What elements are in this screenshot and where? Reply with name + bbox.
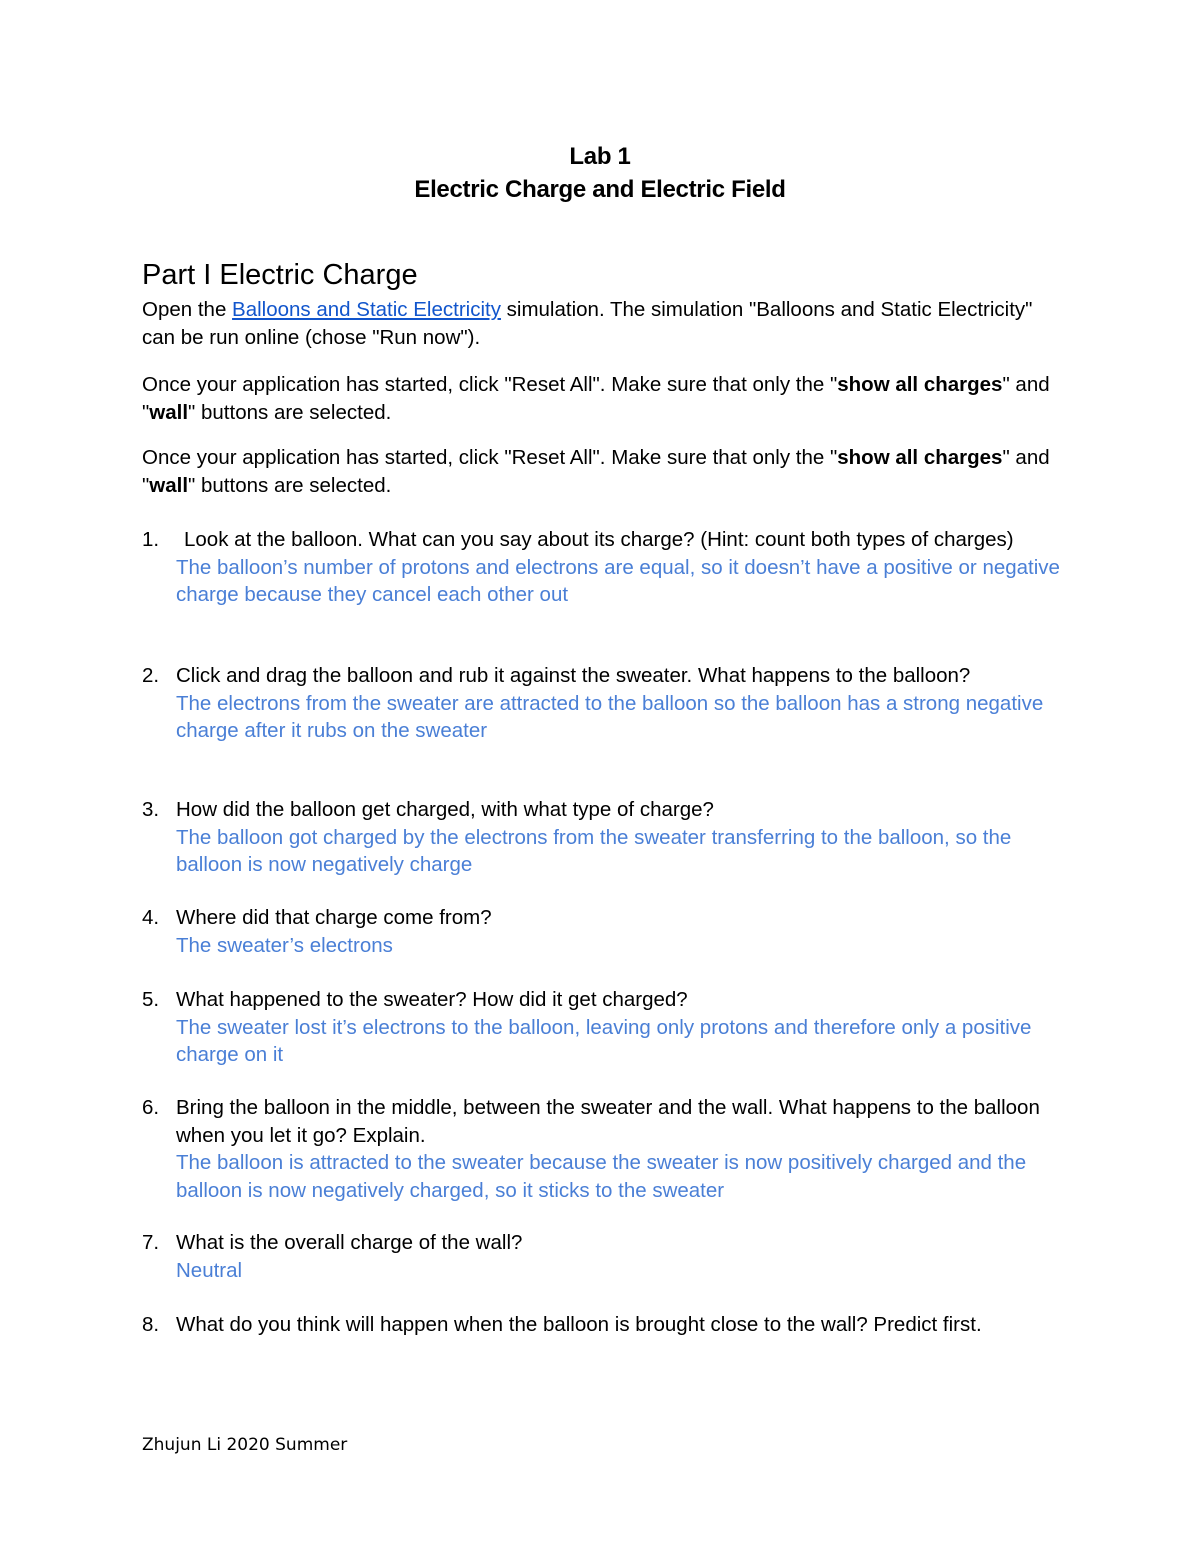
- intro-suffix: simulation. The simulation "Balloons and Static Electricity" can be run online (chose "Run now").: [142, 298, 1033, 349]
- question-text: What is the overall charge of the wall?: [176, 1231, 523, 1254]
- page-footer: Zhujun Li 2020 Summer: [142, 1435, 348, 1455]
- lab-title: Electric Charge and Electric Field: [414, 176, 786, 203]
- question-item-8: [142, 1311, 1062, 1339]
- question-text: Bring the balloon in the middle, between the sweater and the wall. What happens to the balloon when you let it go? Explain.: [176, 1096, 1040, 1147]
- instruction-text: " buttons are selected.: [188, 474, 392, 497]
- answer-text: The balloon’s number of protons and electrons are equal, so it doesn’t have a positive or negative charge because they cancel each other out: [176, 555, 1060, 606]
- question-number: 5.: [142, 988, 160, 1011]
- answer-text: The balloon got charged by the electrons from the sweater transferring to the balloon, so the balloon is now negatively charge: [176, 825, 1012, 876]
- question-text: Where did that charge come from?: [176, 906, 492, 929]
- answer-text: The electrons from the sweater are attracted to the balloon so the balloon has a strong negative charge after it rubs on the sweater: [176, 691, 1044, 742]
- question-item-6: [142, 1094, 1062, 1204]
- simulation-link[interactable]: Balloons and Static Electricity: [232, 298, 501, 321]
- question-number: 7.: [142, 1231, 160, 1254]
- question-item-2: [142, 662, 1062, 745]
- instruction-text: " and ": [142, 446, 1050, 497]
- intro-prefix: Open the: [142, 298, 233, 321]
- answer-text: The sweater’s electrons: [176, 933, 393, 957]
- question-text: What do you think will happen when the balloon is brought close to the wall? Predict first.: [176, 1313, 982, 1336]
- lab-number: Lab 1: [569, 143, 631, 170]
- instruction-text: Once your application has started, click "Reset All". Make sure that only the ": [142, 446, 838, 469]
- document-title: [0, 140, 1200, 206]
- question-number: 6.: [142, 1096, 160, 1119]
- show-all-charges-label: show all charges: [837, 446, 1003, 469]
- question-text: Look at the balloon. What can you say about its charge? (Hint: count both types of charges): [184, 528, 1014, 551]
- instruction-paragraph-2: [142, 444, 1062, 500]
- question-text: Click and drag the balloon and rub it against the sweater. What happens to the balloon?: [176, 664, 971, 687]
- question-number: 8.: [142, 1313, 160, 1336]
- question-item-7: [142, 1229, 1062, 1284]
- show-all-charges-label: show all charges: [837, 373, 1003, 396]
- question-item-3: [142, 796, 1062, 879]
- section-heading: Part I Electric Charge: [142, 259, 418, 291]
- question-text: How did the balloon get charged, with what type of charge?: [176, 798, 714, 821]
- question-item-5: [142, 986, 1062, 1069]
- wall-label: wall: [149, 474, 189, 497]
- question-number: 3.: [142, 798, 160, 821]
- question-item-4: [142, 904, 1062, 959]
- answer-text: Neutral: [176, 1258, 243, 1282]
- question-text: What happened to the sweater? How did it get charged?: [176, 988, 688, 1011]
- question-number: 1.: [142, 528, 160, 551]
- instruction-text: " and ": [142, 373, 1050, 424]
- instruction-paragraph-1: [142, 371, 1062, 427]
- instruction-text: Once your application has started, click "Reset All". Make sure that only the ": [142, 373, 838, 396]
- question-number: 4.: [142, 906, 160, 929]
- instruction-text: " buttons are selected.: [188, 401, 392, 424]
- intro-paragraph: [142, 296, 1062, 352]
- question-item-1: [142, 526, 1062, 609]
- question-number: 2.: [142, 664, 160, 687]
- answer-text: The balloon is attracted to the sweater because the sweater is now positively charged and the balloon is now negatively charged, so it sticks to the sweater: [176, 1151, 1027, 1202]
- wall-label: wall: [149, 401, 189, 424]
- answer-text: The sweater lost it’s electrons to the balloon, leaving only protons and therefore only a positive charge on it: [176, 1015, 1032, 1066]
